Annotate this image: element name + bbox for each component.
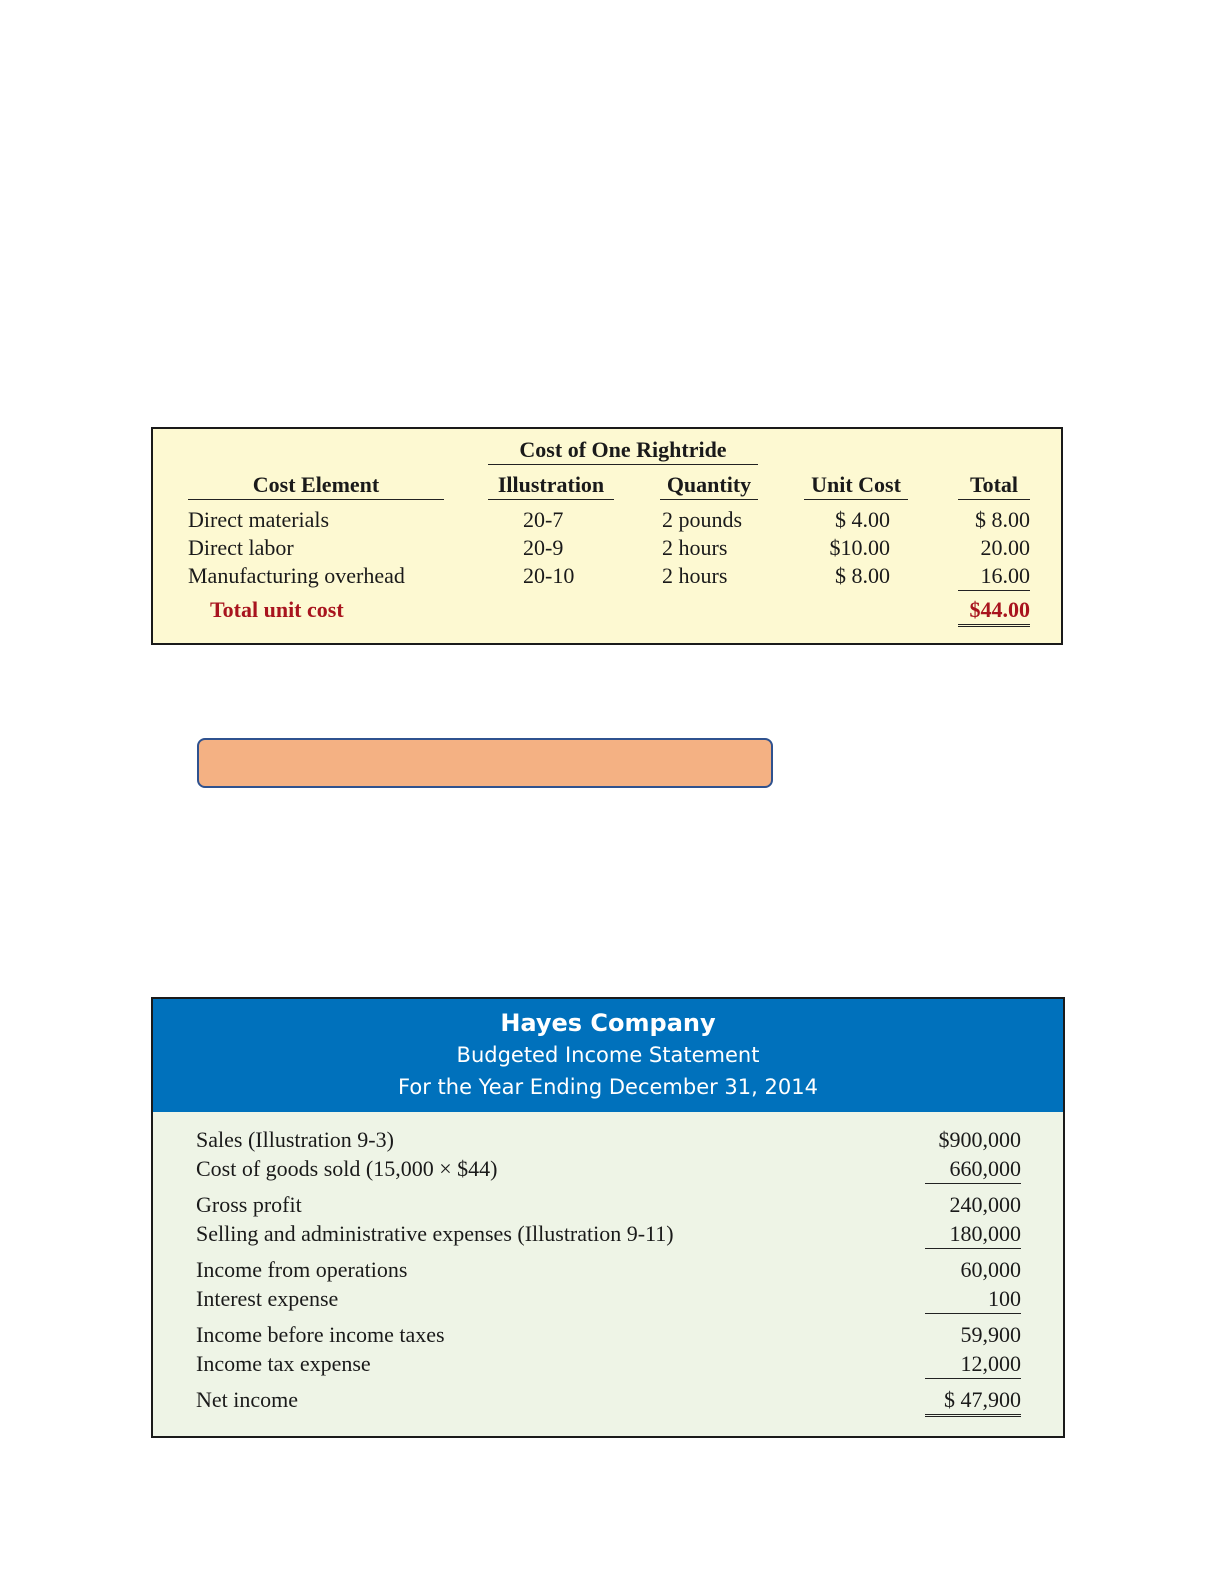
- statement-line: [196, 1220, 1021, 1248]
- line-label: Income from operations: [196, 1257, 408, 1282]
- line-amount: $ 47,900: [925, 1386, 1021, 1417]
- statement-title: Budgeted Income Statement: [456, 1043, 760, 1067]
- col-header-illustration: Illustration: [488, 472, 614, 500]
- line-label: Cost of goods sold (15,000 × $44): [196, 1156, 498, 1181]
- line-amount: 60,000: [960, 1257, 1021, 1282]
- budgeted-income-statement: [151, 997, 1065, 1438]
- line-amount: 59,900: [960, 1322, 1021, 1347]
- row-unit-cost: $10.00: [829, 535, 890, 560]
- statement-line: [196, 1126, 1021, 1154]
- statement-line: [196, 1256, 1021, 1284]
- statement-line: [196, 1386, 1021, 1414]
- line-amount: 100: [925, 1285, 1021, 1314]
- statement-line: [196, 1191, 1021, 1219]
- row-illustration: 20-10: [523, 563, 575, 588]
- col-header-quantity: Quantity: [660, 472, 758, 500]
- line-label: Sales (Illustration 9-3): [196, 1127, 394, 1152]
- col-header-total: Total: [958, 472, 1030, 500]
- row-quantity: 2 hours: [662, 563, 728, 588]
- statement-period: For the Year Ending December 31, 2014: [398, 1075, 818, 1099]
- row-quantity: 2 hours: [662, 535, 728, 560]
- row-unit-cost: $ 8.00: [835, 563, 890, 588]
- total-unit-cost-label: Total unit cost: [210, 597, 344, 622]
- line-amount: 180,000: [925, 1220, 1021, 1249]
- row-total: 20.00: [980, 535, 1030, 560]
- cost-of-one-rightride-table: [151, 427, 1063, 645]
- group-header: Cost of One Rightride: [488, 437, 758, 465]
- company-name: Hayes Company: [500, 1009, 716, 1037]
- row-total: 16.00: [958, 563, 1030, 591]
- statement-line: [196, 1285, 1021, 1313]
- line-label: Gross profit: [196, 1192, 302, 1217]
- row-element: Manufacturing overhead: [188, 563, 405, 588]
- row-illustration: 20-7: [523, 507, 564, 532]
- statement-header: [153, 999, 1063, 1112]
- line-amount: 660,000: [925, 1155, 1021, 1184]
- line-amount: 240,000: [949, 1192, 1021, 1217]
- statement-line: [196, 1155, 1021, 1183]
- line-label: Selling and administrative expenses (Illustration 9-11): [196, 1221, 674, 1246]
- col-header-cost-element: Cost Element: [188, 472, 444, 500]
- line-label: Net income: [196, 1387, 299, 1412]
- line-label: Income tax expense: [196, 1351, 371, 1376]
- row-element: Direct materials: [188, 507, 330, 532]
- row-element: Direct labor: [188, 535, 294, 560]
- row-illustration: 20-9: [523, 535, 564, 560]
- statement-line: [196, 1350, 1021, 1378]
- row-unit-cost: $ 4.00: [835, 507, 890, 532]
- line-amount: 12,000: [925, 1350, 1021, 1379]
- statement-line: [196, 1321, 1021, 1349]
- row-quantity: 2 pounds: [662, 507, 743, 532]
- highlight-bar: [197, 738, 773, 788]
- line-label: Interest expense: [196, 1286, 339, 1311]
- total-unit-cost-value: $44.00: [958, 597, 1030, 627]
- line-amount: $900,000: [938, 1127, 1021, 1152]
- line-label: Income before income taxes: [196, 1322, 445, 1347]
- col-header-unit-cost: Unit Cost: [804, 472, 908, 500]
- row-total: $ 8.00: [975, 507, 1030, 532]
